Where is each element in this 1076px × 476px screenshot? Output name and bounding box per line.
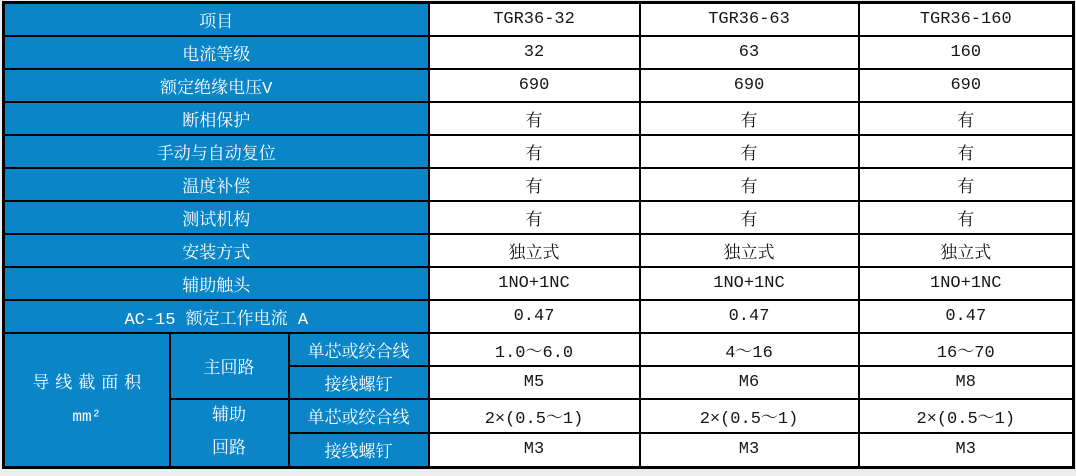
aux-circuit-header-line1: 辅助 — [212, 407, 246, 426]
row-header-auxiliary-contacts: 辅助触头 — [4, 267, 429, 300]
table-row — [4, 69, 1074, 102]
aux-circuit-header-line2: 回路 — [212, 440, 246, 459]
table-row — [4, 267, 1074, 300]
spec-cell: M3 — [640, 433, 859, 468]
spec-cell: 4～16 — [640, 333, 859, 366]
aux-circuit-header — [170, 399, 289, 468]
spec-cell: 1NO+1NC — [429, 267, 640, 300]
table-row — [4, 333, 1074, 366]
row-header-ac15-rated-current: AC-15 额定工作电流 A — [4, 300, 429, 333]
spec-cell: 独立式 — [640, 234, 859, 267]
spec-cell: 有 — [859, 201, 1074, 234]
table-row — [4, 36, 1074, 69]
spec-table — [2, 1, 1075, 469]
core-wire-label: 单芯或绞合线 — [289, 399, 429, 433]
table-row — [4, 168, 1074, 201]
main-circuit-header: 主回路 — [170, 333, 289, 399]
spec-cell: M3 — [429, 433, 640, 468]
spec-cell: 有 — [429, 168, 640, 201]
spec-cell: 有 — [640, 135, 859, 168]
wire-cross-section-header — [4, 333, 170, 468]
spec-cell: 1NO+1NC — [859, 267, 1074, 300]
table-row — [4, 3, 1074, 37]
spec-cell: 有 — [429, 201, 640, 234]
table-row — [4, 135, 1074, 168]
row-header-manual-auto-reset: 手动与自动复位 — [4, 135, 429, 168]
wire-cross-section-title: 导线截面积 — [32, 375, 148, 394]
spec-cell: 有 — [859, 135, 1074, 168]
product-header-cell: TGR36-160 — [859, 3, 1074, 37]
product-header-cell: TGR36-63 — [640, 3, 859, 37]
spec-cell: M3 — [859, 433, 1074, 468]
spec-cell: 有 — [859, 102, 1074, 135]
wire-cross-section-unit: mm² — [72, 408, 102, 426]
spec-cell: 有 — [429, 135, 640, 168]
spec-cell: 有 — [429, 102, 640, 135]
core-wire-label: 单芯或绞合线 — [289, 333, 429, 366]
spec-cell: 0.47 — [859, 300, 1074, 333]
spec-cell: 0.47 — [640, 300, 859, 333]
product-header-cell: TGR36-32 — [429, 3, 640, 37]
spec-cell: 2×(0.5～1) — [640, 399, 859, 433]
spec-cell: 690 — [429, 69, 640, 102]
spec-cell: 16～70 — [859, 333, 1074, 366]
table-row — [4, 201, 1074, 234]
spec-cell: 160 — [859, 36, 1074, 69]
row-header-item: 项目 — [4, 3, 429, 37]
table-row — [4, 300, 1074, 333]
table-row — [4, 102, 1074, 135]
spec-cell: 1NO+1NC — [640, 267, 859, 300]
spec-cell: M6 — [640, 366, 859, 399]
spec-cell: 1.0～6.0 — [429, 333, 640, 366]
terminal-screw-label: 接线螺钉 — [289, 366, 429, 399]
spec-cell: 独立式 — [429, 234, 640, 267]
row-header-test-mechanism: 测试机构 — [4, 201, 429, 234]
spec-cell: 独立式 — [859, 234, 1074, 267]
spec-cell: 63 — [640, 36, 859, 69]
spec-cell: 0.47 — [429, 300, 640, 333]
spec-cell: 690 — [640, 69, 859, 102]
row-header-current-rating: 电流等级 — [4, 36, 429, 69]
spec-cell: 有 — [859, 168, 1074, 201]
row-header-mounting-type: 安装方式 — [4, 234, 429, 267]
spec-cell: 2×(0.5～1) — [429, 399, 640, 433]
spec-cell: 32 — [429, 36, 640, 69]
spec-cell: M8 — [859, 366, 1074, 399]
spec-cell: 有 — [640, 168, 859, 201]
spec-cell: 有 — [640, 201, 859, 234]
table-row — [4, 234, 1074, 267]
row-header-phase-failure-protection: 断相保护 — [4, 102, 429, 135]
row-header-temperature-compensation: 温度补偿 — [4, 168, 429, 201]
spec-cell: M5 — [429, 366, 640, 399]
spec-cell: 有 — [640, 102, 859, 135]
spec-cell: 2×(0.5～1) — [859, 399, 1074, 433]
terminal-screw-label: 接线螺钉 — [289, 433, 429, 468]
row-header-insulation-voltage: 额定绝缘电压V — [4, 69, 429, 102]
spec-cell: 690 — [859, 69, 1074, 102]
